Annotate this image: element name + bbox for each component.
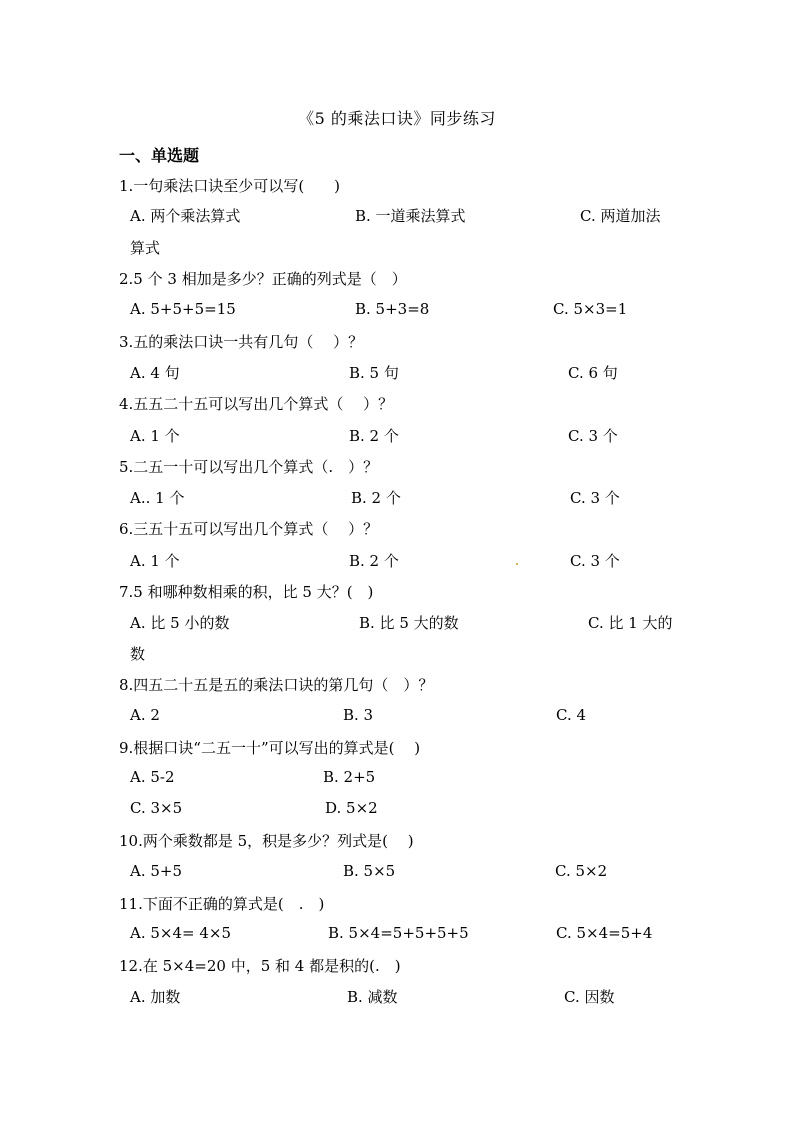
q12-option-a[interactable]: A. 加数: [130, 988, 181, 1006]
q12-option-c[interactable]: C. 因数: [564, 988, 615, 1006]
section-heading: 一、单选题: [119, 146, 200, 165]
q10-option-a[interactable]: A. 5+5: [130, 862, 183, 880]
q3-option-a[interactable]: A. 4 句: [130, 364, 180, 382]
q9-option-c[interactable]: C. 3×5: [130, 799, 183, 817]
q4-option-c[interactable]: C. 3 个: [568, 427, 618, 445]
q8-option-a[interactable]: A. 2: [130, 706, 160, 724]
q6-option-b[interactable]: B. 2 个: [349, 552, 399, 570]
q7-option-c-wrap: 数: [130, 645, 146, 663]
question-5: 5.二五一十可以写出几个算式（. ）？: [119, 458, 379, 476]
q1-option-c[interactable]: C. 两道加法: [580, 207, 661, 225]
q5-option-c[interactable]: C. 3 个: [570, 489, 620, 507]
q7-option-b[interactable]: B. 比 5 大的数: [359, 614, 459, 632]
question-2: 2.5 个 3 相加是多少？正确的列式是（ ）: [119, 270, 407, 288]
q6-option-c[interactable]: C. 3 个: [570, 552, 620, 570]
question-11: 11.下面不正确的算式是( . ): [119, 895, 325, 913]
q5-option-b[interactable]: B. 2 个: [351, 489, 401, 507]
q7-option-a[interactable]: A. 比 5 小的数: [130, 614, 230, 632]
q2-option-a[interactable]: A. 5+5+5=15: [130, 300, 236, 318]
question-4: 4.五五二十五可以写出几个算式（ ）？: [119, 395, 394, 413]
question-6: 6.三五十五可以写出几个算式（ ）？: [119, 520, 379, 538]
q1-option-b[interactable]: B. 一道乘法算式: [355, 207, 466, 225]
q5-option-a[interactable]: A.. 1 个: [130, 489, 185, 507]
q4-option-b[interactable]: B. 2 个: [349, 427, 399, 445]
q11-option-a[interactable]: A. 5×4= 4×5: [130, 924, 232, 942]
q9-option-a[interactable]: A. 5-2: [130, 768, 175, 786]
q9-option-d[interactable]: D. 5×2: [325, 799, 378, 817]
q10-option-c[interactable]: C. 5×2: [555, 862, 608, 880]
q6-option-a[interactable]: A. 1 个: [130, 552, 180, 570]
q3-option-c[interactable]: C. 6 句: [568, 364, 618, 382]
q4-option-a[interactable]: A. 1 个: [130, 427, 180, 445]
q12-option-b[interactable]: B. 减数: [347, 988, 398, 1006]
q11-option-b[interactable]: B. 5×4=5+5+5+5: [328, 924, 469, 942]
stray-dot-mark: [516, 563, 518, 565]
question-8: 8.四五二十五是五的乘法口诀的第几句（ ）？: [119, 676, 434, 694]
q7-option-c[interactable]: C. 比 1 大的: [588, 614, 673, 632]
q2-option-c[interactable]: C. 5×3=1: [553, 300, 628, 318]
question-12: 12.在 5×4=20 中，5 和 4 都是积的(. ): [119, 957, 401, 975]
q2-option-b[interactable]: B. 5+3=8: [355, 300, 430, 318]
question-3: 3.五的乘法口诀一共有几句（ ）？: [119, 333, 364, 351]
q11-option-c[interactable]: C. 5×4=5+4: [556, 924, 653, 942]
q1-option-c-wrap: 算式: [130, 239, 161, 257]
question-1: 1.一句乘法口诀至少可以写( ): [119, 177, 341, 195]
page-title: 《5 的乘法口诀》同步练习: [298, 109, 496, 128]
question-7: 7.5 和哪种数相乘的积，比 5 大？( ): [119, 583, 374, 601]
q8-option-b[interactable]: B. 3: [343, 706, 374, 724]
q3-option-b[interactable]: B. 5 句: [349, 364, 399, 382]
question-10: 10.两个乘数都是 5，积是多少？列式是( ): [119, 832, 414, 850]
question-9: 9.根据口诀“二五一十”可以写出的算式是( ): [119, 739, 421, 757]
q8-option-c[interactable]: C. 4: [556, 706, 587, 724]
q9-option-b[interactable]: B. 2+5: [323, 768, 376, 786]
q1-option-a[interactable]: A. 两个乘法算式: [130, 207, 241, 225]
q10-option-b[interactable]: B. 5×5: [343, 862, 396, 880]
